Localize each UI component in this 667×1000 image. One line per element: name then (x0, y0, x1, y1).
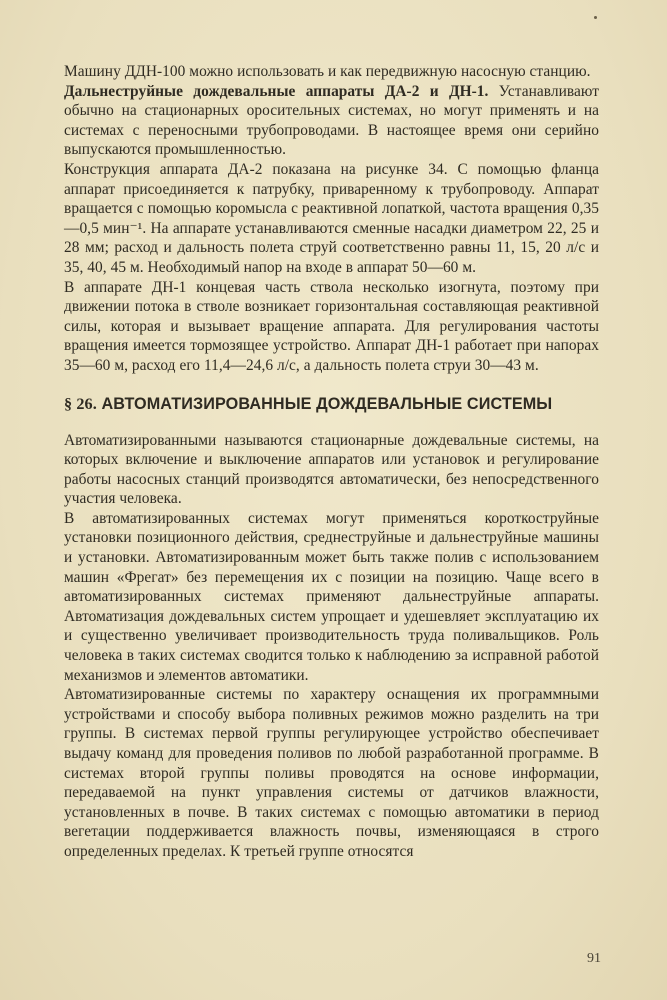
paragraph-2-body: Устанавливают обычно на стационарных оросительных системах, но могут применять и на системах с переносными трубопроводами. В настоящее время они серийно выпускаются промышленностью. (64, 82, 599, 159)
section-title: АВТОМАТИЗИРОВАННЫЕ ДОЖДЕВАЛЬНЫЕ СИСТЕМЫ (101, 394, 553, 413)
section-number: § 26. (64, 394, 97, 413)
print-speck (594, 16, 597, 19)
page-number: 91 (587, 951, 601, 966)
paragraph-2 (64, 82, 599, 160)
paragraph-5: Автоматизированными называются стационарные дождевальные системы, на которых включение и выключение аппаратов или установок и регулирование работы насосных станций производятся автоматически, без непосредственного участия человека. (64, 431, 599, 508)
paragraph-6: В автоматизированных системах могут применяться короткоструйные установки позиционного действия, среднеструйные и дальнеструйные машины и установки. Автоматизированным может быть также полив с использованием машин «Фрегат» без перемещения их с позиции на позицию. Чаще всего в автоматизированных системах применяют дальнеструйные аппараты. Автоматизация дождевальных систем упрощает и удешевляет эксплуатацию их и существенно увеличивает производительность труда поливальщиков. Роль человека в таких системах сводится только к наблюдению за исправной работой механизмов и элементов автоматики. (64, 509, 599, 684)
paragraph-7: Автоматизированные системы по характеру оснащения их программными устройствами и способу выбора поливных режимов можно разделить на три группы. В системах первой группы регулирующее устройство обеспечивает выдачу команд для проведения поливов по любой разработанной программе. В системах второй группы поливы проводятся на основе информации, передаваемой на пункт управления системы от датчиков влажности, установленных в почве. В таких системах с помощью автоматики в период вегетации поддерживается влажность почвы, изменяющаяся в строго определенных пределах. К третьей группе относятся (64, 686, 599, 860)
paragraph-1: Машину ДДН-100 можно использовать и как передвижную насосную станцию. (64, 63, 591, 80)
paragraph-3: Конструкция аппарата ДА-2 показана на рисунке 34. С помощью фланца аппарат присоединяется к патрубку, приваренному к трубопроводу. Аппарат вращается с помощью коромысла с реактивной лопаткой, частота вращения 0,35—0,5 мин⁻¹. На аппарате устанавливаются сменные насадки диаметром 22, 25 и 28 мм; расход и дальность полета струй соответственно равны 11, 15, 20 л/с и 35, 40, 45 м. Необходимый напор на входе в аппарат 50—60 м. (64, 160, 599, 276)
section-heading (64, 395, 599, 414)
paragraph-4: В аппарате ДН-1 концевая часть ствола несколько изогнута, поэтому при движении потока в стволе возникает горизонтальная составляющая реактивной силы, которая и вызывает вращение аппарата. Для регулирования частоты вращения имеется тормозящее устройство. Аппарат ДН-1 работает при напорах 35—60 м, расход его 11,4—24,6 л/с, а дальность полета струи 30—43 м. (64, 278, 599, 374)
paragraph-2-lead: Дальнеструйные дождевальные аппараты ДА-2 и ДН-1. (64, 82, 489, 100)
